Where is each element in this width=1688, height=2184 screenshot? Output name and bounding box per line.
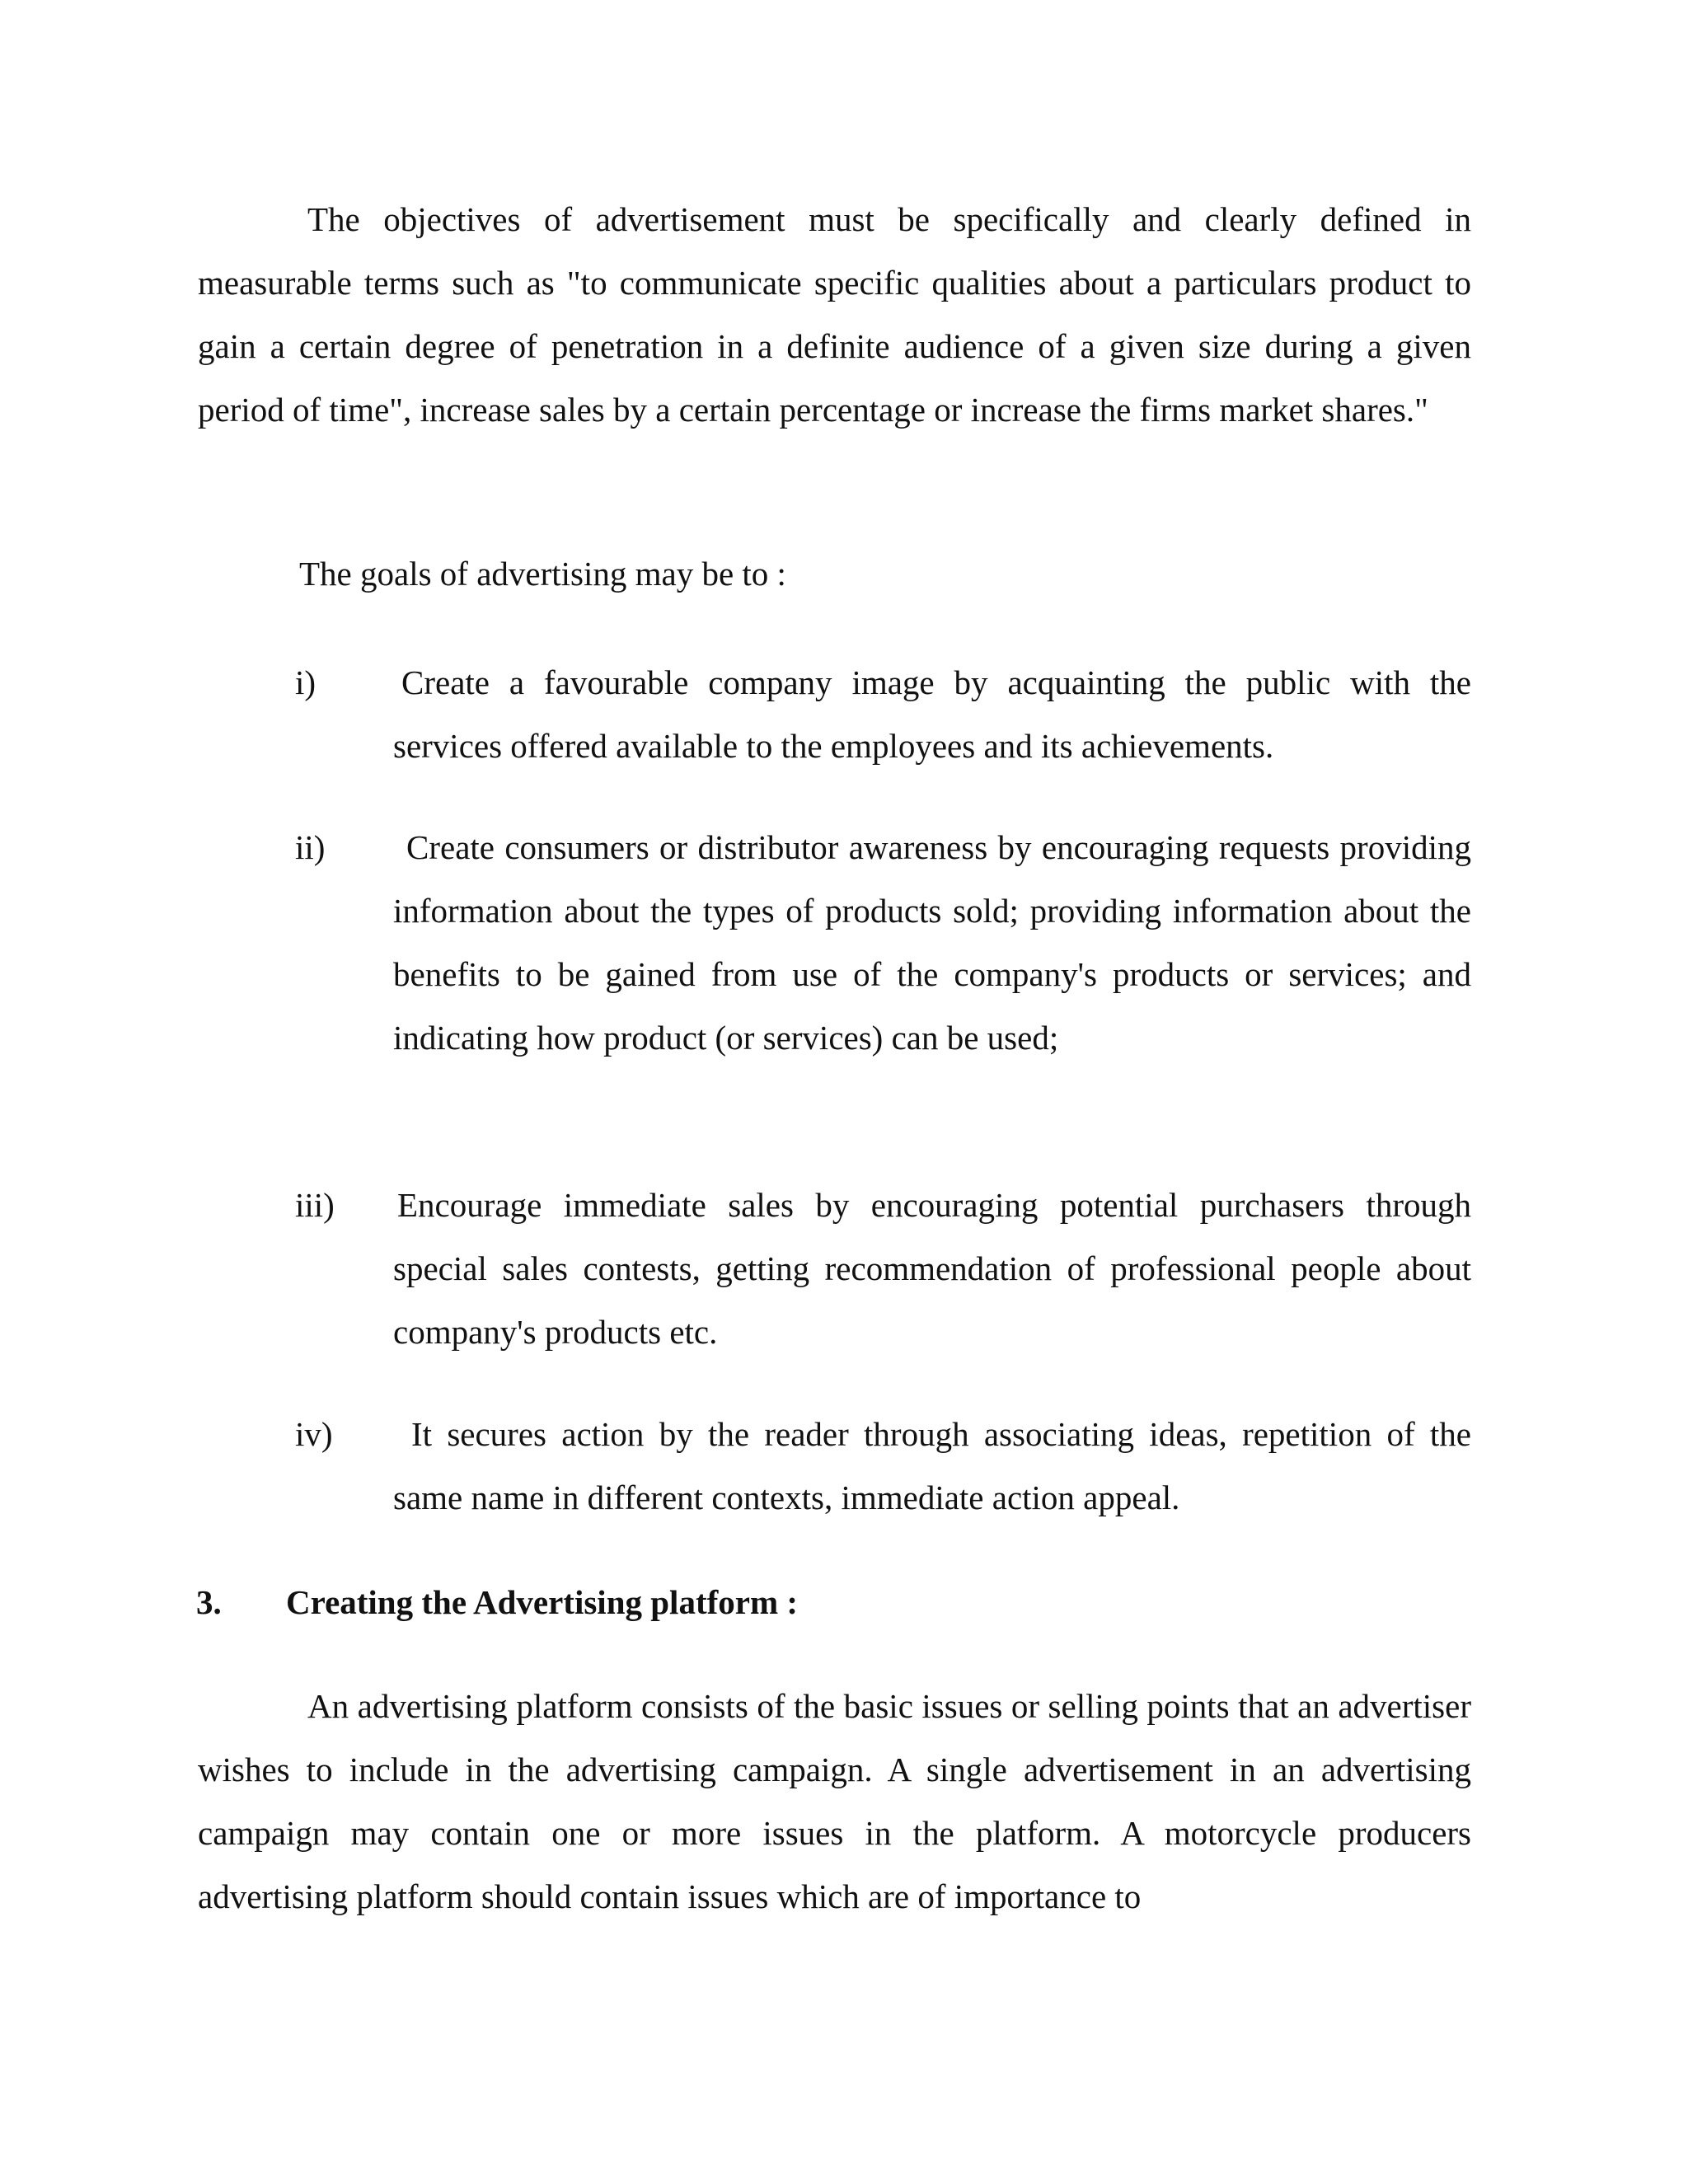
goals-intro: The goals of advertising may be to : — [299, 555, 786, 593]
goal-text: Encourage immediate sales by encouraging potential purchasers through special sales contests, getting recommendation of professional people about company's products etc. — [393, 1186, 1471, 1351]
platform-paragraph: An advertising platform consists of the basic issues or selling points that an advertiser wishes to include in the advertising campaign. A single advertisement in an advertising campaign may contain one or more issues in the platform. A motorcycle producers advertising platform should contain issues which are of importance to — [198, 1687, 1471, 1915]
goal-number: iv) — [295, 1415, 333, 1453]
goal-text: Create consumers or distributor awareness by encouraging requests providing information about the types of products sold; providing information about the benefits to be gained from use of the company's products or services; and indicating how product (or services) can be used; — [393, 828, 1471, 1057]
goal-number: i) — [295, 663, 316, 701]
goal-text: It secures action by the reader through associating ideas, repetition of the same name in different contexts, immediate action appeal. — [393, 1415, 1471, 1516]
section-number: 3. — [196, 1583, 222, 1621]
goal-number: iii) — [295, 1186, 335, 1224]
goal-text: Create a favourable company image by acquainting the public with the services offered available to the employees and its achievements. — [393, 663, 1471, 765]
section-title: Creating the Advertising platform : — [286, 1583, 799, 1621]
goal-number: ii) — [295, 828, 326, 866]
intro-paragraph: The objectives of advertisement must be specifically and clearly defined in measurable terms such as "to communicate specific qualities about a particulars product to gain a certain degree of penetration in a definite audience of a given size during a given period of time", increase sales by a certain percentage or increase the firms market shares." — [198, 200, 1471, 429]
